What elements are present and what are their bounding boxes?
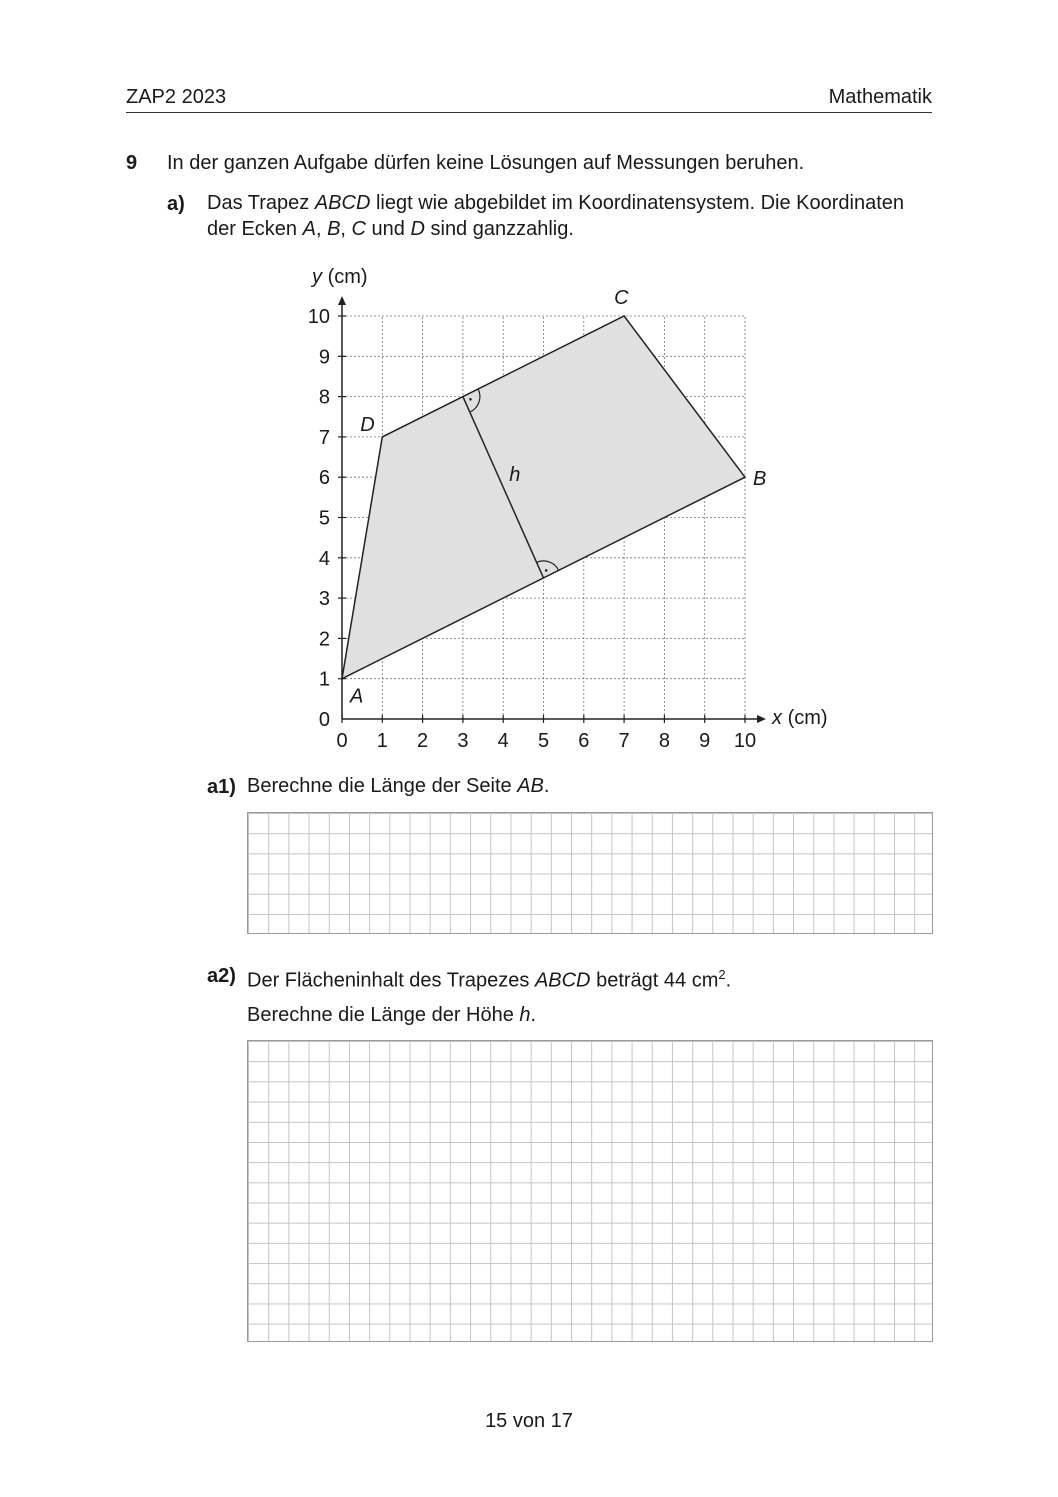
answer-grid-a2[interactable] bbox=[247, 1040, 933, 1342]
y-axis-label: y (cm) bbox=[312, 266, 368, 288]
vertex-label-b: B bbox=[753, 468, 767, 491]
x-axis-arrow bbox=[757, 715, 766, 723]
vertex-label-c: C bbox=[614, 287, 629, 309]
y-tick-label-4: 4 bbox=[318, 547, 330, 570]
subtask-a-line2: der Ecken A, B, C und D sind ganzzahlig. bbox=[207, 218, 574, 240]
task-number: 9 bbox=[126, 152, 138, 174]
x-tick-label-9: 9 bbox=[699, 730, 711, 752]
task-intro: In der ganzen Aufgabe dürfen keine Lösungen auf Messungen beruhen. bbox=[167, 152, 805, 174]
y-tick-label-9: 9 bbox=[318, 346, 330, 369]
header-exam-title: ZAP2 2023 bbox=[126, 86, 227, 108]
y-tick-label-6: 6 bbox=[318, 467, 330, 490]
x-tick-label-5: 5 bbox=[537, 730, 550, 752]
x-tick-label-7: 7 bbox=[618, 730, 630, 752]
y-tick-label-0: 0 bbox=[318, 709, 330, 731]
vertex-label-d: D bbox=[360, 413, 375, 436]
x-tick-label-0: 0 bbox=[336, 730, 348, 752]
x-tick-label-10: 10 bbox=[733, 730, 757, 752]
y-tick-label-10: 10 bbox=[307, 306, 330, 328]
y-tick-label-8: 8 bbox=[318, 386, 330, 409]
subtask-a-line1: Das Trapez ABCD liegt wie abgebildet im Koordinatensystem. Die Koordinaten bbox=[207, 192, 905, 214]
subtask-a1-label: a1) bbox=[207, 776, 236, 798]
trapezoid-abcd bbox=[342, 316, 745, 679]
subtask-a-label: a) bbox=[167, 193, 185, 215]
subtask-a2-question: Berechne die Länge der Höhe h. bbox=[247, 1004, 537, 1026]
vertex-label-a: A bbox=[350, 685, 364, 708]
x-tick-label-4: 4 bbox=[497, 730, 509, 752]
subtask-a2-label: a2) bbox=[207, 965, 236, 987]
subtask-a1-text: Berechne die Länge der Seite AB. bbox=[247, 775, 550, 797]
subtask-a2-text: Der Flächeninhalt des Trapezes ABCD beträgt 44 $cm^2$. bbox=[247, 967, 732, 992]
right-angle-dot-bottom bbox=[545, 569, 548, 572]
x-axis-label: x (cm) bbox=[772, 707, 828, 729]
x-tick-label-1: 1 bbox=[376, 730, 388, 752]
y-tick-label-3: 3 bbox=[318, 588, 330, 611]
height-label: h bbox=[509, 464, 521, 487]
x-tick-label-8: 8 bbox=[658, 730, 670, 752]
y-axis-arrow bbox=[338, 296, 346, 305]
x-tick-label-3: 3 bbox=[457, 730, 469, 752]
x-tick-label-2: 2 bbox=[417, 730, 429, 752]
y-tick-label-1: 1 bbox=[318, 668, 330, 691]
y-tick-label-5: 5 bbox=[318, 507, 330, 530]
x-tick-label-6: 6 bbox=[578, 730, 590, 752]
header-subject: Mathematik bbox=[828, 86, 932, 108]
y-tick-label-7: 7 bbox=[318, 426, 330, 449]
page-number: 15 von 17 bbox=[485, 1410, 573, 1432]
answer-grid-a1[interactable] bbox=[247, 812, 933, 934]
y-tick-label-2: 2 bbox=[318, 628, 330, 651]
right-angle-dot-top bbox=[469, 398, 472, 401]
